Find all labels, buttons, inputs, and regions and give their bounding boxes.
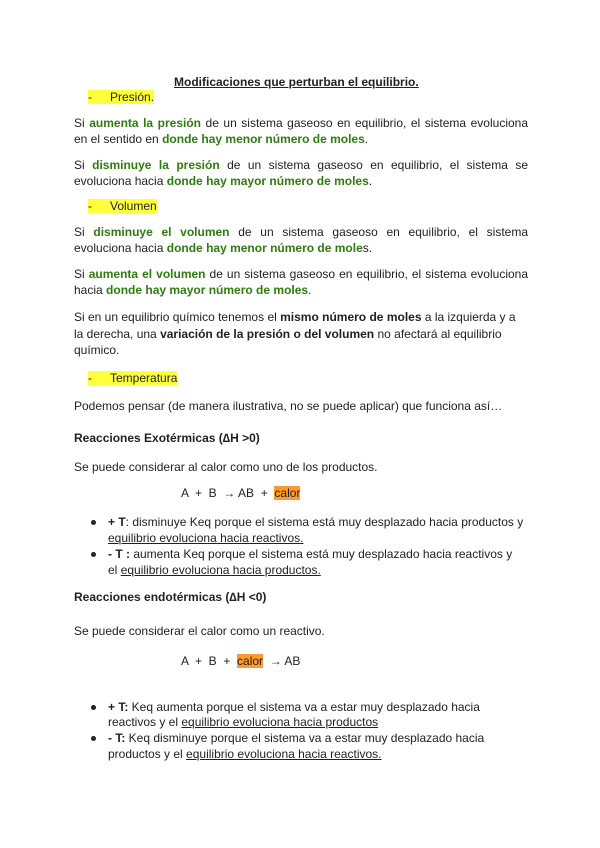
paragraph-volumen-1-line1: Si disminuye el volumen de un sistema gaseoso en equilibrio, el sistema — [74, 225, 528, 239]
exo-bullet-1-line2: equilibrio evoluciona hacia reactivos. — [108, 531, 304, 545]
equation-endotermica: A + B + calor → AB — [181, 654, 301, 668]
heading-temperatura-highlight: - Temperatura — [88, 371, 178, 385]
paragraph-volumen-2-line1: Si aumenta el volumen de un sistema gaseoso en equilibrio, el sistema evoluciona — [74, 267, 529, 281]
paragraph-presion-2-line1: Si disminuye la presión de un sistema gaseoso en equilibrio, el sistema se — [74, 158, 528, 172]
exo-bullet-2-line2: el equilibrio evoluciona hacia productos. — [108, 563, 321, 577]
paragraph-volumen-1-line2: evoluciona hacia donde hay menor número de moles. — [74, 241, 373, 255]
equation-exotermica: A + B → AB + calor — [181, 486, 301, 500]
heading-temperatura — [88, 370, 177, 386]
text-exotermicas: Se puede considerar al calor como uno de los productos. — [74, 460, 378, 474]
calor-highlight: calor — [237, 654, 264, 668]
bullet-dot-icon — [91, 736, 96, 741]
endo-bullet-1-line1: + T: Keq aumenta porque el sistema va a estar muy desplazado hacia — [108, 700, 480, 714]
text-endotermicas: Se puede considerar el calor como un reactivo. — [74, 624, 325, 638]
heading-exotermicas: Reacciones Exotérmicas (∆H >0) — [74, 431, 260, 445]
calor-highlight: calor — [274, 486, 301, 500]
page-title: Modificaciones que perturban el equilibrio. — [174, 75, 419, 89]
heading-presion-highlight: - Presión. — [88, 90, 155, 104]
heading-endotermicas: Reacciones endotérmicas (∆H <0) — [74, 590, 267, 604]
paragraph-presion-2-line2: evoluciona hacia donde hay mayor número de moles. — [74, 174, 373, 188]
paragraph-presion-1-line1: Si aumenta la presión de un sistema gaseoso en equilibrio, el sistema evoluciona — [74, 116, 529, 130]
paragraph-volumen-3-line1: Si en un equilibrio químico tenemos el mismo número de moles a la izquierda y a — [74, 310, 516, 324]
heading-volumen — [88, 198, 157, 214]
paragraph-presion-1-line2: en el sentido en donde hay menor número de moles. — [74, 132, 369, 146]
exo-bullet-1-line1: + T: disminuye Keq porque el sistema está muy desplazado hacia productos y — [108, 515, 524, 529]
endo-bullet-2-line1: - T: Keq disminuye porque el sistema va a estar muy desplazado hacia — [108, 731, 485, 745]
heading-presion — [88, 89, 154, 105]
bullet-dot-icon — [91, 520, 96, 525]
paragraph-volumen-3-line3: químico. — [74, 343, 120, 357]
heading-volumen-highlight: - Volumen — [88, 199, 157, 213]
bullet-dot-icon — [91, 705, 96, 710]
paragraph-volumen-3-line2: la derecha, una variación de la presión o del volumen no afectará al equilibrio — [74, 327, 502, 341]
exo-bullet-2-line1: - T : aumenta Keq porque el sistema está muy desplazado hacia reactivos y — [108, 547, 513, 561]
endo-bullet-1-line2: reactivos y el equilibrio evoluciona hacia productos — [108, 715, 379, 729]
endo-bullet-2-line2: productos y el equilibrio evoluciona hacia reactivos. — [108, 747, 382, 761]
bullet-dot-icon — [91, 552, 96, 557]
paragraph-temperatura-intro: Podemos pensar (de manera ilustrativa, no se puede aplicar) que funciona así… — [74, 399, 503, 413]
paragraph-volumen-2-line2: hacia donde hay mayor número de moles. — [74, 283, 312, 297]
